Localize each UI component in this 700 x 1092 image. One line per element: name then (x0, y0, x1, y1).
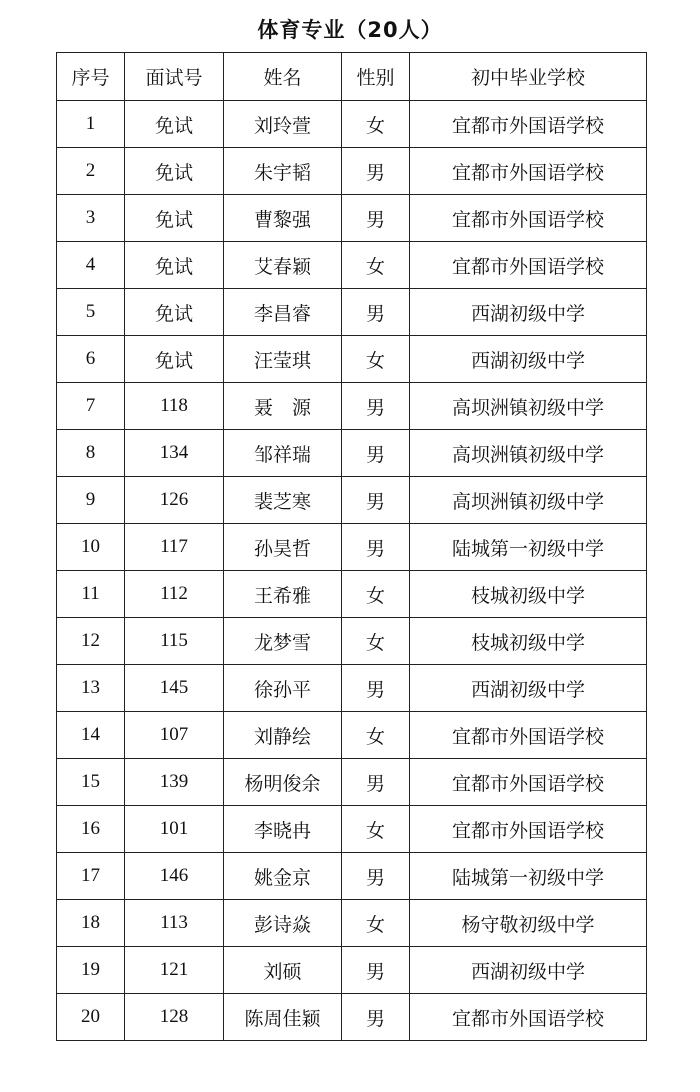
cell-name: 朱宇韬 (224, 148, 342, 195)
cell-school: 宜都市外国语学校 (410, 242, 647, 289)
table-row (57, 571, 647, 618)
cell-interview-number: 免试 (125, 101, 224, 148)
cell-interview-number: 113 (125, 900, 224, 947)
cell-gender: 男 (342, 759, 410, 806)
cell-gender: 女 (342, 571, 410, 618)
cell-gender: 女 (342, 712, 410, 759)
cell-interview-number: 118 (125, 383, 224, 430)
cell-name: 汪莹琪 (224, 336, 342, 383)
cell-gender: 女 (342, 242, 410, 289)
cell-gender: 女 (342, 336, 410, 383)
cell-interview-number: 134 (125, 430, 224, 477)
cell-school: 高坝洲镇初级中学 (410, 477, 647, 524)
cell-seq: 7 (57, 383, 125, 430)
cell-name: 刘玲萱 (224, 101, 342, 148)
table-row (57, 759, 647, 806)
table-row (57, 242, 647, 289)
table-row (57, 806, 647, 853)
cell-gender: 男 (342, 477, 410, 524)
cell-school: 枝城初级中学 (410, 571, 647, 618)
table-row (57, 477, 647, 524)
cell-school: 宜都市外国语学校 (410, 712, 647, 759)
cell-seq: 2 (57, 148, 125, 195)
header-name: 姓名 (224, 53, 342, 101)
cell-name: 曹黎强 (224, 195, 342, 242)
cell-seq: 18 (57, 900, 125, 947)
cell-name: 姚金京 (224, 853, 342, 900)
cell-interview-number: 107 (125, 712, 224, 759)
cell-name: 龙梦雪 (224, 618, 342, 665)
cell-name: 邹祥瑞 (224, 430, 342, 477)
table-row (57, 289, 647, 336)
cell-seq: 12 (57, 618, 125, 665)
cell-school: 宜都市外国语学校 (410, 806, 647, 853)
cell-gender: 男 (342, 289, 410, 336)
cell-school: 宜都市外国语学校 (410, 759, 647, 806)
cell-gender: 男 (342, 947, 410, 994)
cell-school: 宜都市外国语学校 (410, 195, 647, 242)
cell-gender: 男 (342, 383, 410, 430)
cell-school: 西湖初级中学 (410, 289, 647, 336)
cell-seq: 11 (57, 571, 125, 618)
table-header-row (57, 53, 647, 101)
table-row (57, 148, 647, 195)
cell-seq: 19 (57, 947, 125, 994)
cell-seq: 14 (57, 712, 125, 759)
cell-gender: 女 (342, 806, 410, 853)
cell-name: 聂 源 (224, 383, 342, 430)
cell-school: 杨守敬初级中学 (410, 900, 647, 947)
cell-gender: 男 (342, 148, 410, 195)
cell-school: 高坝洲镇初级中学 (410, 383, 647, 430)
cell-name: 孙昊哲 (224, 524, 342, 571)
table-row (57, 430, 647, 477)
cell-seq: 8 (57, 430, 125, 477)
cell-name: 艾春颖 (224, 242, 342, 289)
table-row (57, 853, 647, 900)
cell-gender: 男 (342, 853, 410, 900)
header-seq: 序号 (57, 53, 125, 101)
cell-name: 彭诗焱 (224, 900, 342, 947)
student-roster-table (56, 52, 647, 1041)
cell-interview-number: 117 (125, 524, 224, 571)
cell-seq: 5 (57, 289, 125, 336)
cell-school: 宜都市外国语学校 (410, 101, 647, 148)
cell-seq: 13 (57, 665, 125, 712)
cell-interview-number: 128 (125, 994, 224, 1041)
cell-seq: 17 (57, 853, 125, 900)
cell-interview-number: 免试 (125, 289, 224, 336)
cell-name: 刘硕 (224, 947, 342, 994)
cell-seq: 6 (57, 336, 125, 383)
cell-interview-number: 免试 (125, 195, 224, 242)
cell-school: 宜都市外国语学校 (410, 148, 647, 195)
cell-gender: 女 (342, 618, 410, 665)
cell-interview-number: 121 (125, 947, 224, 994)
cell-interview-number: 112 (125, 571, 224, 618)
cell-interview-number: 101 (125, 806, 224, 853)
header-interview-number: 面试号 (125, 53, 224, 101)
cell-name: 徐孙平 (224, 665, 342, 712)
cell-interview-number: 115 (125, 618, 224, 665)
cell-gender: 女 (342, 900, 410, 947)
table-row (57, 712, 647, 759)
cell-name: 杨明俊余 (224, 759, 342, 806)
table-row (57, 900, 647, 947)
table-row (57, 994, 647, 1041)
cell-gender: 男 (342, 195, 410, 242)
cell-name: 李晓冉 (224, 806, 342, 853)
cell-seq: 4 (57, 242, 125, 289)
cell-name: 李昌睿 (224, 289, 342, 336)
cell-seq: 9 (57, 477, 125, 524)
cell-interview-number: 126 (125, 477, 224, 524)
cell-seq: 3 (57, 195, 125, 242)
table-row (57, 618, 647, 665)
table-row (57, 101, 647, 148)
cell-name: 陈周佳颖 (224, 994, 342, 1041)
cell-school: 西湖初级中学 (410, 947, 647, 994)
cell-name: 刘静绘 (224, 712, 342, 759)
table-row (57, 383, 647, 430)
cell-school: 西湖初级中学 (410, 665, 647, 712)
cell-name: 裴芝寒 (224, 477, 342, 524)
cell-gender: 女 (342, 101, 410, 148)
cell-interview-number: 145 (125, 665, 224, 712)
table-row (57, 195, 647, 242)
table-row (57, 524, 647, 571)
cell-school: 西湖初级中学 (410, 336, 647, 383)
cell-seq: 10 (57, 524, 125, 571)
cell-school: 枝城初级中学 (410, 618, 647, 665)
table-row (57, 947, 647, 994)
cell-seq: 15 (57, 759, 125, 806)
cell-interview-number: 免试 (125, 242, 224, 289)
cell-school: 陆城第一初级中学 (410, 524, 647, 571)
cell-seq: 1 (57, 101, 125, 148)
cell-interview-number: 免试 (125, 148, 224, 195)
cell-school: 宜都市外国语学校 (410, 994, 647, 1041)
page-title: 体育专业（20人） (257, 18, 443, 42)
cell-school: 高坝洲镇初级中学 (410, 430, 647, 477)
cell-gender: 男 (342, 524, 410, 571)
header-school: 初中毕业学校 (410, 53, 647, 101)
cell-gender: 男 (342, 665, 410, 712)
cell-gender: 男 (342, 994, 410, 1041)
table-row (57, 665, 647, 712)
table-row (57, 336, 647, 383)
cell-interview-number: 免试 (125, 336, 224, 383)
cell-gender: 男 (342, 430, 410, 477)
cell-name: 王希雅 (224, 571, 342, 618)
cell-seq: 20 (57, 994, 125, 1041)
cell-interview-number: 146 (125, 853, 224, 900)
cell-interview-number: 139 (125, 759, 224, 806)
cell-school: 陆城第一初级中学 (410, 853, 647, 900)
cell-seq: 16 (57, 806, 125, 853)
header-gender: 性别 (342, 53, 410, 101)
